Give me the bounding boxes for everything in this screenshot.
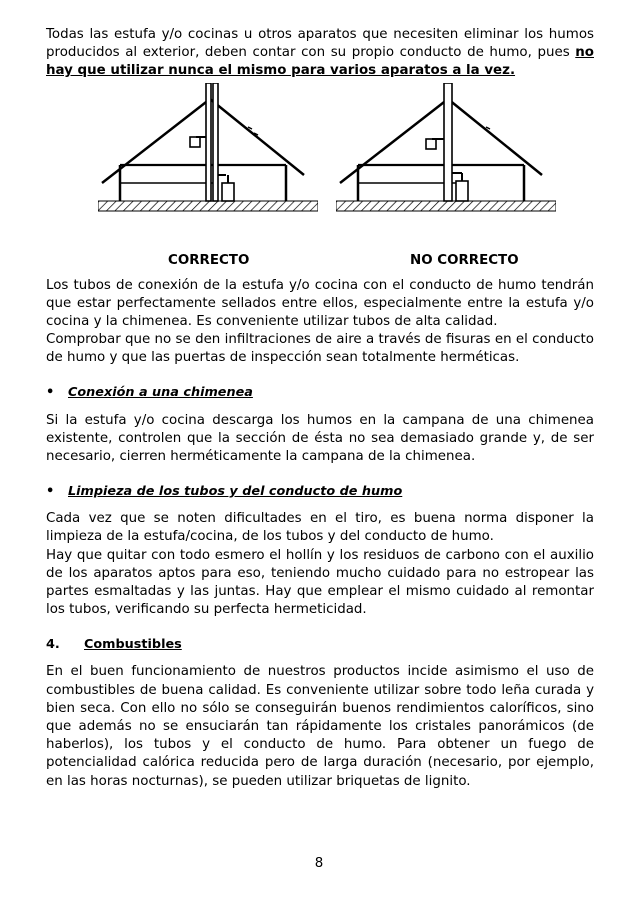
bullet-icon: •: [46, 483, 55, 499]
cleaning-paragraph-1: Cada vez que se noten dificultades en el tiro, es buena norma disponer la limpieza de la estufa/cocina, de los tubos y del conducto de humo.: [46, 511, 594, 545]
fuel-title: Combustibles: [84, 636, 182, 652]
cleaning-title: Limpieza de los tubos y del conducto de humo: [68, 483, 403, 499]
fuel-section-number: 4.: [46, 636, 60, 652]
figure-captions: [46, 253, 594, 277]
intro-paragraph: [46, 26, 594, 81]
chimney-figure: [46, 83, 594, 245]
chimney-connection-heading: [46, 382, 594, 404]
cleaning-heading: [46, 480, 594, 502]
document-page: [46, 26, 594, 791]
cleaning-paragraph-2: Hay que quitar con todo esmero el hollín y los residuos de carbono con el auxilio de los aparatos aptos para eso, teniendo mucho cuidado para no estropear las partes esmaltadas y las juntas. Hay que emplear el mismo cuidado al remontar los tubos, verificando su perfecta hermeticidad.: [46, 547, 594, 618]
chimney-connection-paragraph: Si la estufa y/o cocina descarga los humos en la campana de una chimenea existente, controlen que la sección de ésta no sea demasiado grande y, de ser necesario, cierren herméticamente la campana de la chimenea.: [46, 412, 594, 465]
bullet-icon: •: [46, 385, 55, 401]
caption-incorrect: NO CORRECTO: [410, 252, 519, 268]
tubes-paragraph-2: Comprobar que no se den infiltraciones de aire a través de fisuras en el conducto de humo y que las puertas de inspección sean totalmente herméticas.: [46, 332, 594, 366]
page-number: 8: [314, 856, 324, 871]
caption-correct: CORRECTO: [168, 252, 250, 268]
house-diagram-correct: [98, 83, 318, 243]
house-diagram-incorrect: [336, 83, 556, 243]
fuel-paragraph: En el buen funcionamiento de nuestros productos incide asimismo el uso de combustibles de buena calidad. Es conveniente utilizar sobre todo leña curada y bien seca. Con ello no sólo se conseguirán buenos rendimientos caloríficos, sino que además no se ensuciarán tan rápidamente los cristales panorámicos (de haberlos), los tubos y el conducto de humo. Para obtener un fuego de potencialidad calórica reducida pero de larga duración (necesario, por ejemplo, en las horas nocturnas), se pueden utilizar briquetas de lignito.: [46, 664, 594, 789]
chimney-connection-title: Conexión a una chimenea: [68, 385, 253, 401]
fuel-heading: [46, 633, 594, 655]
intro-text: Todas las estufa y/o cocinas u otros aparatos que necesiten eliminar los humos producidos al exterior, deben contar con su propio conducto de humo, pues: [46, 27, 594, 61]
tubes-paragraph-1: Los tubos de conexión de la estufa y/o cocina con el conducto de humo tendrán que estar perfectamente sellados entre ellos, especialmente entre la estufa y/o cocina y la chimenea. Es conveniente utilizar tubos de alta calidad.: [46, 277, 594, 330]
intro-emphasis: no hay que utilizar nunca el mismo para varios aparatos a la vez.: [46, 45, 594, 79]
